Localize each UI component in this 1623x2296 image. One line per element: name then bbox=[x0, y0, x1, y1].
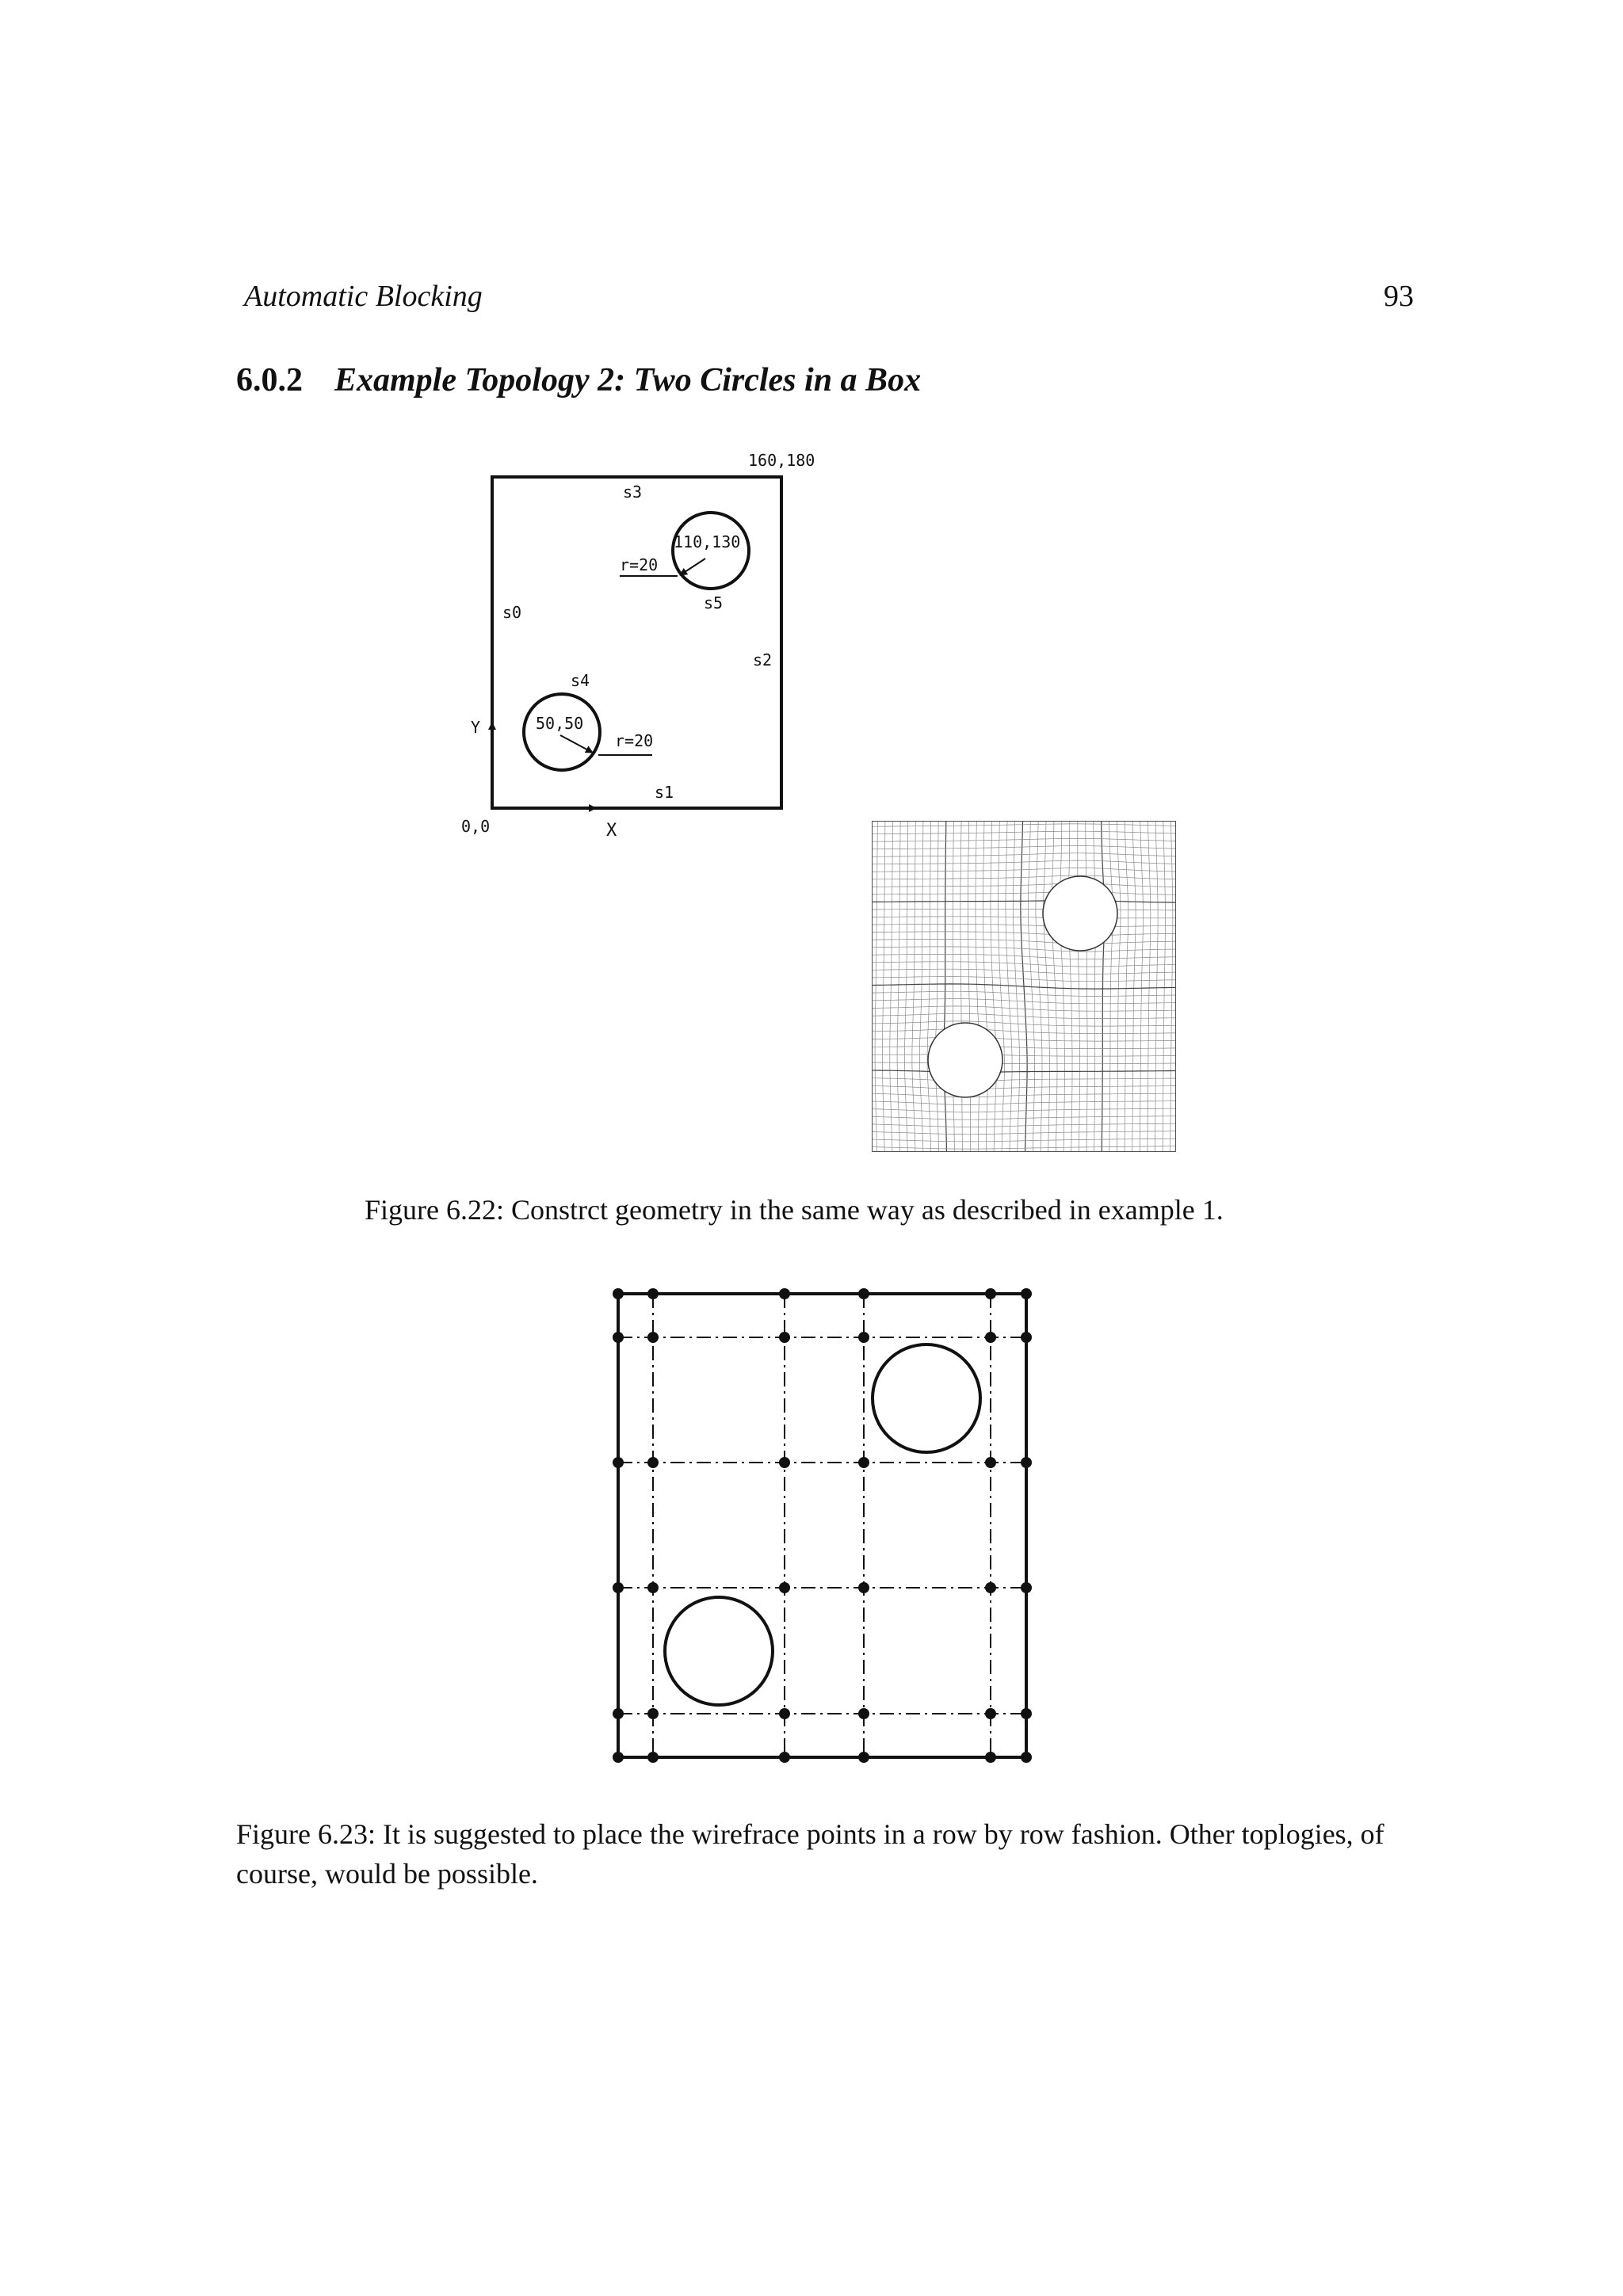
label-circle-top-center: 110,130 bbox=[674, 532, 741, 551]
label-s0: s0 bbox=[502, 603, 522, 622]
mesh-line-horizontal bbox=[872, 1055, 1176, 1057]
mesh-line-horizontal bbox=[872, 1116, 1176, 1120]
mesh-line-horizontal bbox=[872, 1108, 1176, 1112]
wireframe-points bbox=[613, 1288, 1032, 1763]
mesh-line-horizontal bbox=[872, 1037, 1176, 1041]
mesh-line-horizontal bbox=[872, 954, 1176, 959]
running-head: Automatic Blocking bbox=[244, 280, 483, 313]
mesh-line-vertical bbox=[927, 821, 931, 1152]
mesh-line-horizontal bbox=[872, 1045, 1176, 1048]
mesh-line-horizontal bbox=[872, 824, 1176, 826]
mesh-line-horizontal bbox=[872, 860, 1176, 864]
wireframe-point bbox=[858, 1332, 869, 1343]
mesh-line-horizontal bbox=[872, 831, 1176, 834]
label-s1: s1 bbox=[655, 783, 674, 802]
mesh-line-vertical bbox=[1094, 821, 1096, 1152]
section-number: 6.0.2 bbox=[236, 362, 303, 399]
wireframe-point bbox=[985, 1332, 996, 1343]
figure-622-mesh bbox=[872, 821, 1176, 1152]
wireframe-point bbox=[1021, 1457, 1032, 1468]
mesh-line-vertical bbox=[890, 821, 893, 1152]
mesh-line-vertical bbox=[875, 821, 877, 1152]
mesh-line-vertical bbox=[935, 821, 939, 1152]
mesh-line-horizontal bbox=[872, 917, 1176, 918]
mesh-hole-top bbox=[1043, 876, 1117, 951]
mesh-line-horizontal bbox=[872, 969, 1176, 974]
mesh-line-horizontal bbox=[872, 999, 1176, 1004]
wireframe-point bbox=[1021, 1752, 1032, 1763]
mesh-line-horizontal bbox=[872, 1085, 1176, 1089]
wireframe-point bbox=[858, 1752, 869, 1763]
mesh-line-horizontal bbox=[872, 1021, 1176, 1026]
label-s4: s4 bbox=[571, 671, 590, 690]
mesh-line-horizontal bbox=[872, 1006, 1176, 1011]
figure-623-caption: Figure 6.23: It is suggested to place the wirefrace points in a row by row fashion. Other toplogies, of course, would be possible. bbox=[236, 1818, 1384, 1890]
mesh-line-horizontal bbox=[872, 939, 1176, 944]
mesh-line-vertical bbox=[1132, 821, 1136, 1152]
figure-622-geometry bbox=[0, 0, 1623, 871]
mesh-hole-bottom bbox=[928, 1023, 1002, 1097]
wireframe-point bbox=[985, 1708, 996, 1719]
wireframe-point bbox=[858, 1582, 869, 1593]
radius-arrow-bottom bbox=[560, 735, 593, 753]
wireframe-circle-bottom bbox=[665, 1597, 773, 1705]
figure-622-caption: Figure 6.22: Constrct geometry in the same way as described in example 1. bbox=[365, 1194, 1224, 1226]
mesh-line-horizontal bbox=[872, 924, 1176, 927]
mesh-line-horizontal bbox=[872, 1146, 1176, 1149]
wireframe-circle-top bbox=[873, 1344, 980, 1452]
mesh-line-vertical bbox=[1155, 821, 1159, 1152]
mesh-line-vertical bbox=[1125, 821, 1128, 1152]
wireframe-point bbox=[647, 1332, 659, 1343]
mesh-line-horizontal bbox=[872, 932, 1176, 936]
mesh-grid-lines bbox=[872, 821, 1176, 1152]
mesh-line-vertical bbox=[1117, 821, 1121, 1152]
wireframe-point bbox=[613, 1708, 624, 1719]
mesh-line-horizontal bbox=[872, 838, 1176, 841]
mesh-line-horizontal bbox=[872, 883, 1176, 887]
mesh-line-horizontal bbox=[872, 1101, 1176, 1105]
label-s3: s3 bbox=[623, 482, 643, 502]
mesh-line-vertical bbox=[912, 821, 916, 1152]
mesh-line-vertical bbox=[1102, 821, 1105, 1152]
wireframe-point bbox=[1021, 1582, 1032, 1593]
mesh-line-horizontal bbox=[872, 1070, 1176, 1073]
mesh-line-horizontal bbox=[872, 900, 1176, 902]
mesh-line-vertical bbox=[1086, 821, 1087, 1152]
wireframe-point bbox=[647, 1752, 659, 1763]
wireframe-point bbox=[1021, 1288, 1032, 1299]
wireframe-point bbox=[1021, 1332, 1032, 1343]
mesh-line-horizontal bbox=[872, 1013, 1176, 1018]
label-circle-bottom-radius: r=20 bbox=[615, 731, 654, 750]
page-number: 93 bbox=[1384, 280, 1414, 313]
wireframe-point bbox=[1021, 1708, 1032, 1719]
mesh-line-horizontal bbox=[872, 1093, 1176, 1097]
label-corner-origin: 0,0 bbox=[461, 817, 491, 836]
wireframe-point bbox=[985, 1582, 996, 1593]
wireframe-point bbox=[647, 1457, 659, 1468]
wireframe-point bbox=[647, 1582, 659, 1593]
wireframe-point bbox=[613, 1288, 624, 1299]
mesh-line-horizontal bbox=[872, 868, 1176, 872]
label-circle-top-radius: r=20 bbox=[620, 555, 659, 574]
mesh-line-vertical bbox=[953, 821, 955, 1152]
wireframe-point bbox=[613, 1582, 624, 1593]
wireframe-point bbox=[858, 1288, 869, 1299]
mesh-line-horizontal bbox=[872, 962, 1176, 967]
figure-623-wireframe bbox=[0, 1268, 1623, 1822]
label-circle-bottom-center: 50,50 bbox=[536, 714, 584, 733]
mesh-line-horizontal bbox=[872, 846, 1176, 849]
wireframe-point bbox=[613, 1752, 624, 1763]
mesh-line-vertical bbox=[1006, 821, 1012, 1152]
wireframe-point bbox=[779, 1457, 790, 1468]
wireframe-point bbox=[985, 1752, 996, 1763]
wireframe-point bbox=[647, 1288, 659, 1299]
wireframe-point bbox=[779, 1752, 790, 1763]
mesh-line-horizontal bbox=[872, 891, 1176, 894]
wireframe-point bbox=[647, 1708, 659, 1719]
mesh-line-vertical bbox=[1163, 821, 1165, 1152]
mesh-line-vertical bbox=[944, 821, 947, 1152]
mesh-line-vertical bbox=[1078, 821, 1080, 1152]
mesh-line-horizontal bbox=[872, 1131, 1176, 1135]
mesh-line-horizontal bbox=[872, 1029, 1176, 1034]
label-axis-y: Y bbox=[471, 718, 481, 737]
wireframe-point bbox=[858, 1708, 869, 1719]
mesh-line-horizontal bbox=[872, 1138, 1176, 1142]
section-title: Example Topology 2: Two Circles in a Box bbox=[334, 362, 922, 399]
mesh-line-vertical bbox=[1170, 821, 1173, 1152]
label-axis-x: X bbox=[606, 821, 617, 841]
wireframe-point bbox=[613, 1332, 624, 1343]
wireframe-point bbox=[779, 1708, 790, 1719]
wireframe-point bbox=[985, 1288, 996, 1299]
wireframe-point bbox=[613, 1457, 624, 1468]
mesh-line-horizontal bbox=[872, 909, 1176, 910]
mesh-line-vertical bbox=[968, 821, 971, 1152]
wireframe-point bbox=[858, 1457, 869, 1468]
mesh-line-horizontal bbox=[872, 1123, 1176, 1127]
label-s5: s5 bbox=[704, 593, 724, 612]
mesh-line-horizontal bbox=[872, 1078, 1176, 1081]
mesh-line-horizontal bbox=[872, 853, 1176, 857]
mesh-line-horizontal bbox=[872, 947, 1176, 952]
mesh-line-vertical bbox=[960, 821, 963, 1152]
wireframe-point bbox=[779, 1582, 790, 1593]
label-corner-top-right: 160,180 bbox=[748, 451, 815, 470]
mesh-line-vertical bbox=[919, 821, 923, 1152]
radius-arrow-top bbox=[680, 559, 705, 575]
mesh-line-vertical bbox=[883, 821, 885, 1152]
mesh-line-horizontal bbox=[872, 1062, 1176, 1064]
mesh-line-horizontal bbox=[872, 875, 1176, 879]
wireframe-point bbox=[779, 1288, 790, 1299]
label-s2: s2 bbox=[753, 650, 773, 669]
wireframe-point bbox=[985, 1457, 996, 1468]
wireframe-point bbox=[779, 1332, 790, 1343]
mesh-line-vertical bbox=[1109, 821, 1113, 1152]
